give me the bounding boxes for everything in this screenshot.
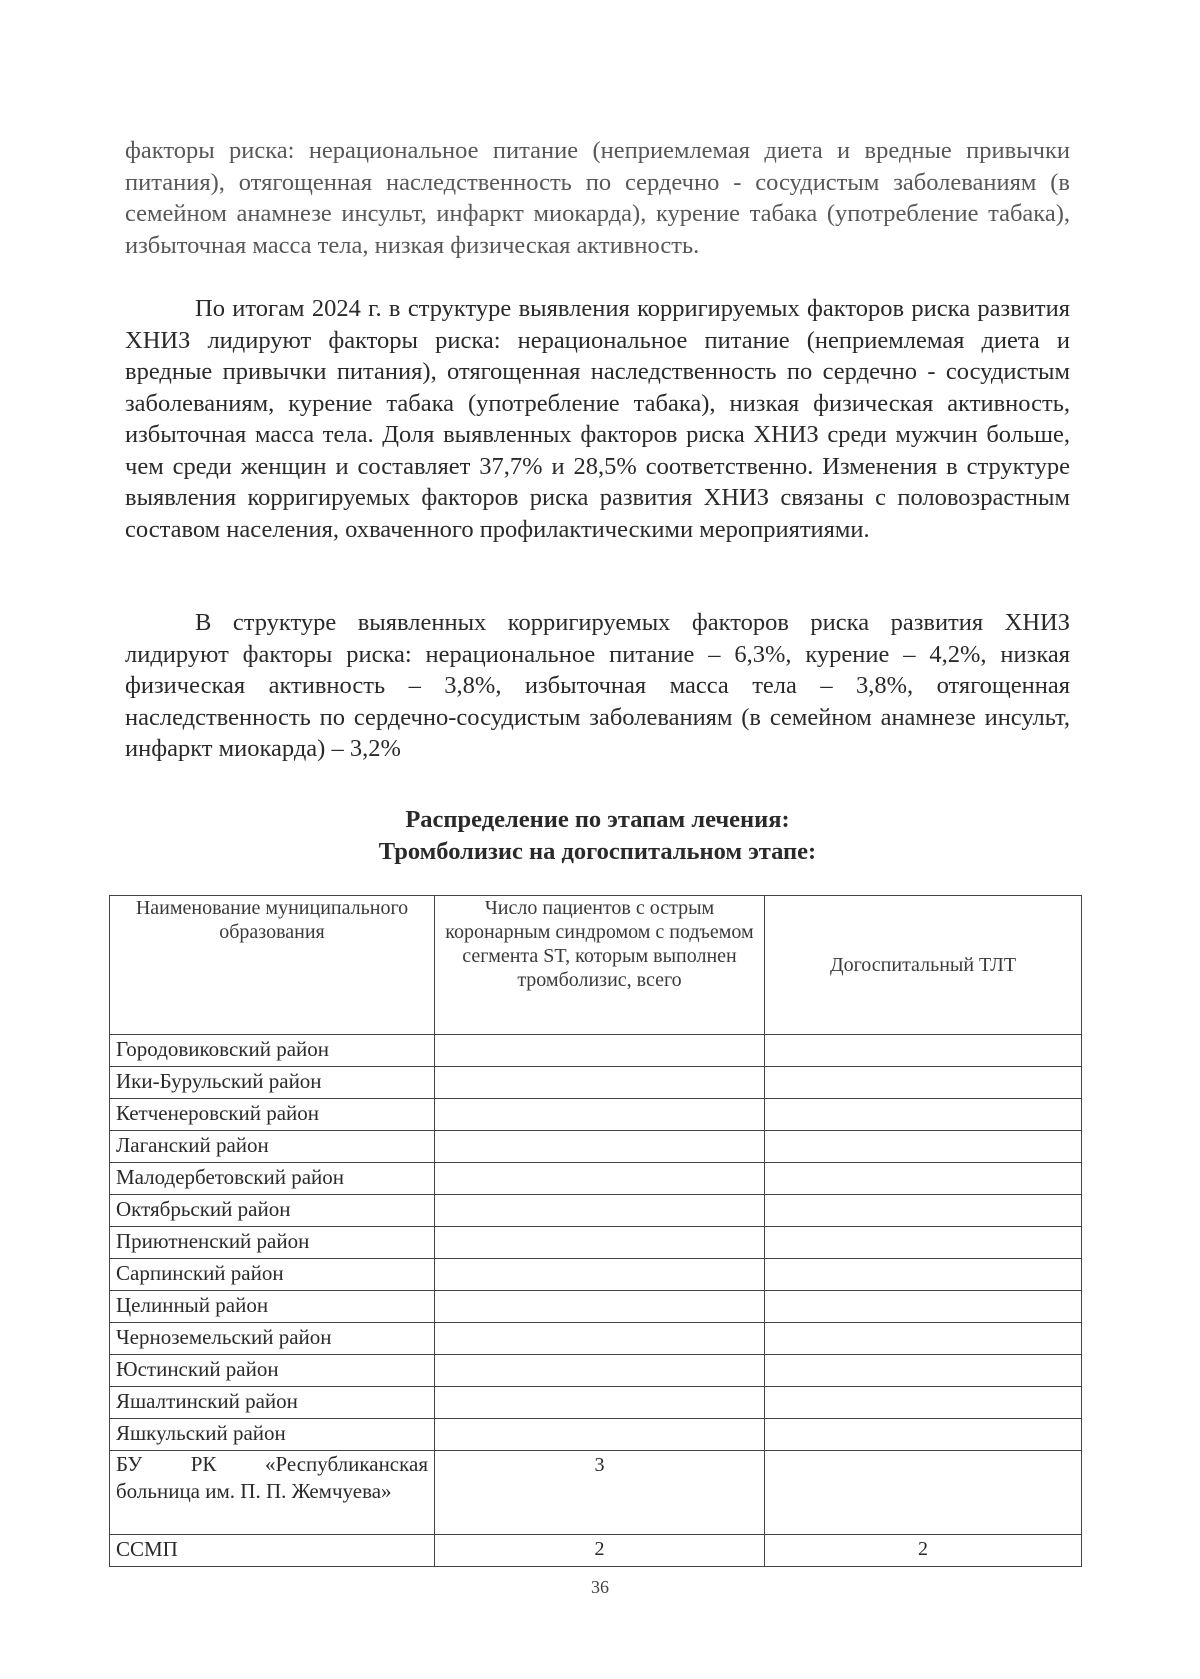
row-tlt [765,1291,1082,1323]
row-total [435,1355,765,1387]
row-total [435,1323,765,1355]
row-tlt [765,1451,1082,1535]
table-row [110,1419,1082,1451]
row-total [435,1419,765,1451]
paragraph-risk-factor-shares: В структуре выявленных корригируемых факторов риска развития ХНИЗ лидируют факторы риска: нерациональное питание – 6,3%, курение – 4,2%, низкая физическая активность – 3,8%, избыточная масса тела – 3,8%, отягощенная наследственность по сердечно-сосудистым заболеваниям (в семейном анамнезе инсульт, инфаркт миокарда) – 3,2% [125,609,1070,762]
row-tlt [765,1099,1082,1131]
table-row [110,1099,1082,1131]
table-row [110,1535,1082,1567]
row-total [435,1227,765,1259]
row-total [435,1067,765,1099]
table-row [110,1163,1082,1195]
section-title-treatment-stages: Распределение по этапам лечения: [405,806,790,833]
page-number: 36 [591,1577,609,1597]
row-name: Кетченеровский район [110,1099,435,1131]
row-tlt [765,1035,1082,1067]
row-total [435,1035,765,1067]
table-row [110,1291,1082,1323]
header-prehospital-tlt: Догоспитальный ТЛТ [765,896,1082,1035]
table-header-row [110,896,1082,1035]
row-name: Ики-Бурульский район [110,1067,435,1099]
row-total [435,1259,765,1291]
row-total [435,1291,765,1323]
row-name: Черноземельский район [110,1323,435,1355]
paragraph-risk-factors-continued: факторы риска: нерациональное питание (неприемлемая диета и вредные привычки питания), отягощенная наследственность по сердечно - сосудистым заболеваниям (в семейном анамнезе инсульт, инфаркт миокарда), курение табака (употребление табака), избыточная масса тела, низкая физическая активность. [125,137,1070,259]
thrombolysis-table [109,895,1082,1567]
row-tlt [765,1419,1082,1451]
row-total [435,1195,765,1227]
row-name: Малодербетовский район [110,1163,435,1195]
table-row [110,1259,1082,1291]
row-name: Яшалтинский район [110,1387,435,1419]
row-tlt [765,1227,1082,1259]
table-row [110,1387,1082,1419]
row-tlt [765,1163,1082,1195]
table-row [110,1195,1082,1227]
row-name: Городовиковский район [110,1035,435,1067]
table-row [110,1131,1082,1163]
row-tlt [765,1323,1082,1355]
paragraph-2024-results: По итогам 2024 г. в структуре выявления корригируемых факторов риска развития ХНИЗ лидируют факторы риска: нерациональное питание (неприемлемая диета и вредные привычки питания), отягощенная наследственность по сердечно - сосудистым заболеваниям, курение табака (употребление табака), низкая физическая активность, избыточная масса тела. Доля выявленных факторов риска ХНИЗ среди мужчин больше, чем среди женщин и составляет 37,7% и 28,5% соответственно. Изменения в структуре выявления корригируемых факторов риска развития ХНИЗ связаны с половозрастным составом населения, охваченного профилактическими мероприятиями. [125,295,1070,543]
table-row [110,1355,1082,1387]
row-tlt [765,1067,1082,1099]
table-row [110,1035,1082,1067]
row-total [435,1131,765,1163]
row-name: Сарпинский район [110,1259,435,1291]
row-name: БУ РК «Республиканская больница им. П. П. Жемчуева» [110,1451,435,1535]
row-name: Октябрьский район [110,1195,435,1227]
row-total [435,1099,765,1131]
header-patients-total: Число пациентов с острым коронарным синдромом с подъемом сегмента ST, которым выполнен тромболизис, всего [435,896,765,1035]
row-tlt [765,1259,1082,1291]
row-name: Юстинский район [110,1355,435,1387]
row-tlt: 2 [765,1535,1082,1567]
row-name: Приютненский район [110,1227,435,1259]
row-tlt [765,1355,1082,1387]
table-row [110,1227,1082,1259]
row-tlt [765,1131,1082,1163]
row-total [435,1387,765,1419]
row-name: Яшкульский район [110,1419,435,1451]
table-row [110,1451,1082,1535]
row-name: Лаганский район [110,1131,435,1163]
row-name: ССМП [110,1535,435,1567]
row-total: 2 [435,1535,765,1567]
row-total [435,1163,765,1195]
section-title-prehospital-thrombolysis: Тромболизис на догоспитальном этапе: [378,838,817,865]
row-tlt [765,1195,1082,1227]
header-municipality: Наименование муниципального образования [110,896,435,1035]
table-row [110,1067,1082,1099]
table-row [110,1323,1082,1355]
row-total: 3 [435,1451,765,1535]
row-name: Целинный район [110,1291,435,1323]
row-tlt [765,1387,1082,1419]
